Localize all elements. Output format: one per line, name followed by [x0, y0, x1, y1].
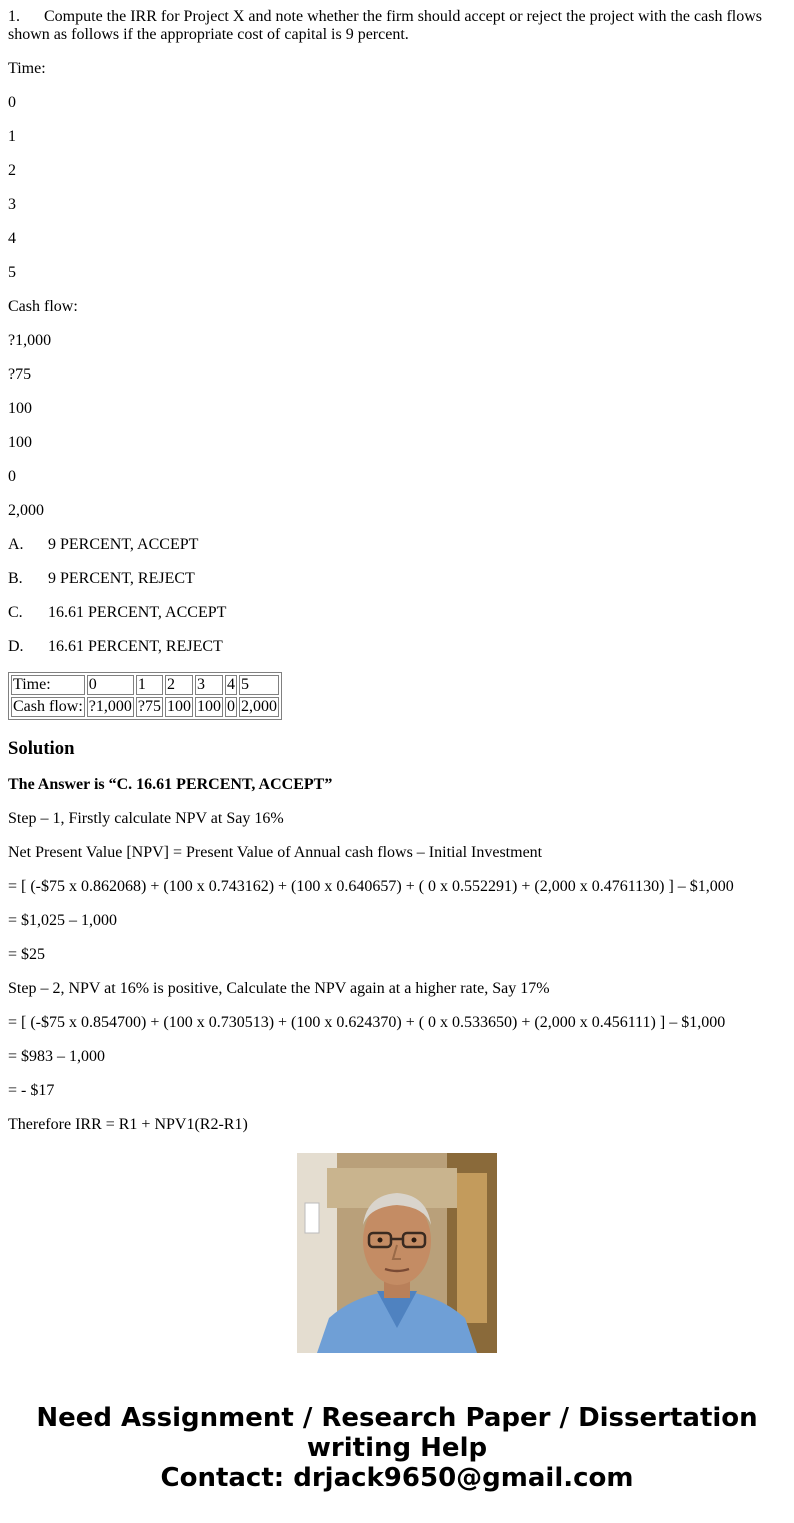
solution-line: = $1,025 – 1,000	[8, 912, 118, 929]
option-text: 9 PERCENT, REJECT	[48, 570, 195, 587]
table-row-time	[11, 675, 279, 695]
option-b	[8, 570, 786, 588]
solution-line: Step – 1, Firstly calculate NPV at Say 16%	[8, 810, 284, 827]
option-label: D.	[8, 638, 24, 655]
footer-contact: Contact: drjack9650@gmail.com	[160, 1463, 634, 1493]
cash-flow-value: 100	[8, 434, 32, 451]
option-text: 9 PERCENT, ACCEPT	[48, 536, 199, 553]
table-cell: Time:	[11, 675, 85, 695]
solution-answer: The Answer is “C. 16.61 PERCENT, ACCEPT”	[8, 776, 333, 793]
cash-flow-label: Cash flow:	[8, 298, 78, 315]
question-number: 1.	[8, 8, 20, 25]
option-a	[8, 536, 786, 554]
option-c	[8, 604, 786, 622]
solution-line: = [ (-$75 x 0.862068) + (100 x 0.743162) + (100 x 0.640657) + ( 0 x 0.552291) + (2,000 x 0.4761130) ] – $1,000	[8, 878, 734, 895]
cash-flow-value: 0	[8, 468, 16, 485]
option-text: 16.61 PERCENT, ACCEPT	[48, 604, 227, 621]
time-value: 2	[8, 162, 16, 179]
table-row-cash-flow	[11, 697, 279, 717]
footer-line: Need Assignment / Research Paper / Dissertation	[36, 1403, 758, 1433]
document-content	[8, 0, 786, 1133]
time-value: 5	[8, 264, 16, 281]
solution-line: Therefore IRR = R1 + NPV1(R2-R1)	[8, 1116, 248, 1133]
question-text	[8, 8, 786, 44]
solution-line: = $983 – 1,000	[8, 1048, 106, 1065]
time-value: 4	[8, 230, 16, 247]
time-value: 3	[8, 196, 16, 213]
cash-flow-value: ?75	[8, 366, 32, 383]
table-cell: 2,000	[241, 698, 277, 715]
solution-line: Net Present Value [NPV] = Present Value of Annual cash flows – Initial Investment	[8, 844, 543, 861]
table-cell: 100	[197, 698, 221, 715]
cash-flow-value: ?1,000	[8, 332, 52, 349]
option-label: C.	[8, 604, 23, 621]
table-cell: 100	[167, 698, 191, 715]
solution-heading: Solution	[8, 738, 75, 759]
option-text: 16.61 PERCENT, REJECT	[48, 638, 223, 655]
option-d	[8, 638, 786, 656]
table-cell: ?1,000	[88, 698, 132, 715]
solution-line: = [ (-$75 x 0.854700) + (100 x 0.730513) + (100 x 0.624370) + ( 0 x 0.533650) + (2,000 x 0.456111) ] – $1,000	[8, 1014, 726, 1031]
time-value: 1	[8, 128, 16, 145]
footer-line: writing Help	[306, 1433, 488, 1463]
solution-line: = - $17	[8, 1082, 55, 1099]
table-cell: 2	[165, 675, 193, 695]
time-value: 0	[8, 94, 16, 111]
table-cell: ?75	[137, 698, 161, 715]
table-cell: 5	[239, 675, 279, 695]
cash-flow-table	[8, 672, 282, 720]
table-cell: 4	[227, 676, 235, 693]
solution-line: = $25	[8, 946, 46, 963]
table-cell: 1	[136, 675, 163, 695]
author-photo-icon	[297, 1153, 497, 1353]
option-label: A.	[8, 536, 24, 553]
cash-flow-value: 100	[8, 400, 32, 417]
footer-advertisement	[0, 1403, 794, 1493]
author-avatar	[297, 1153, 497, 1353]
table-cell: 3	[195, 675, 223, 695]
solution-line: Step – 2, NPV at 16% is positive, Calculate the NPV again at a higher rate, Say 17%	[8, 980, 550, 997]
time-label: Time:	[8, 60, 46, 77]
cash-flow-value: 2,000	[8, 502, 44, 519]
table-cell: 0	[227, 698, 235, 715]
table-cell: Cash flow:	[13, 698, 83, 715]
option-label: B.	[8, 570, 23, 587]
question-body: Compute the IRR for Project X and note whether the firm should accept or reject the project with the cash flows shown as follows if the appropriate cost of capital is 9 percent.	[8, 8, 763, 43]
table-cell: 0	[87, 675, 134, 695]
